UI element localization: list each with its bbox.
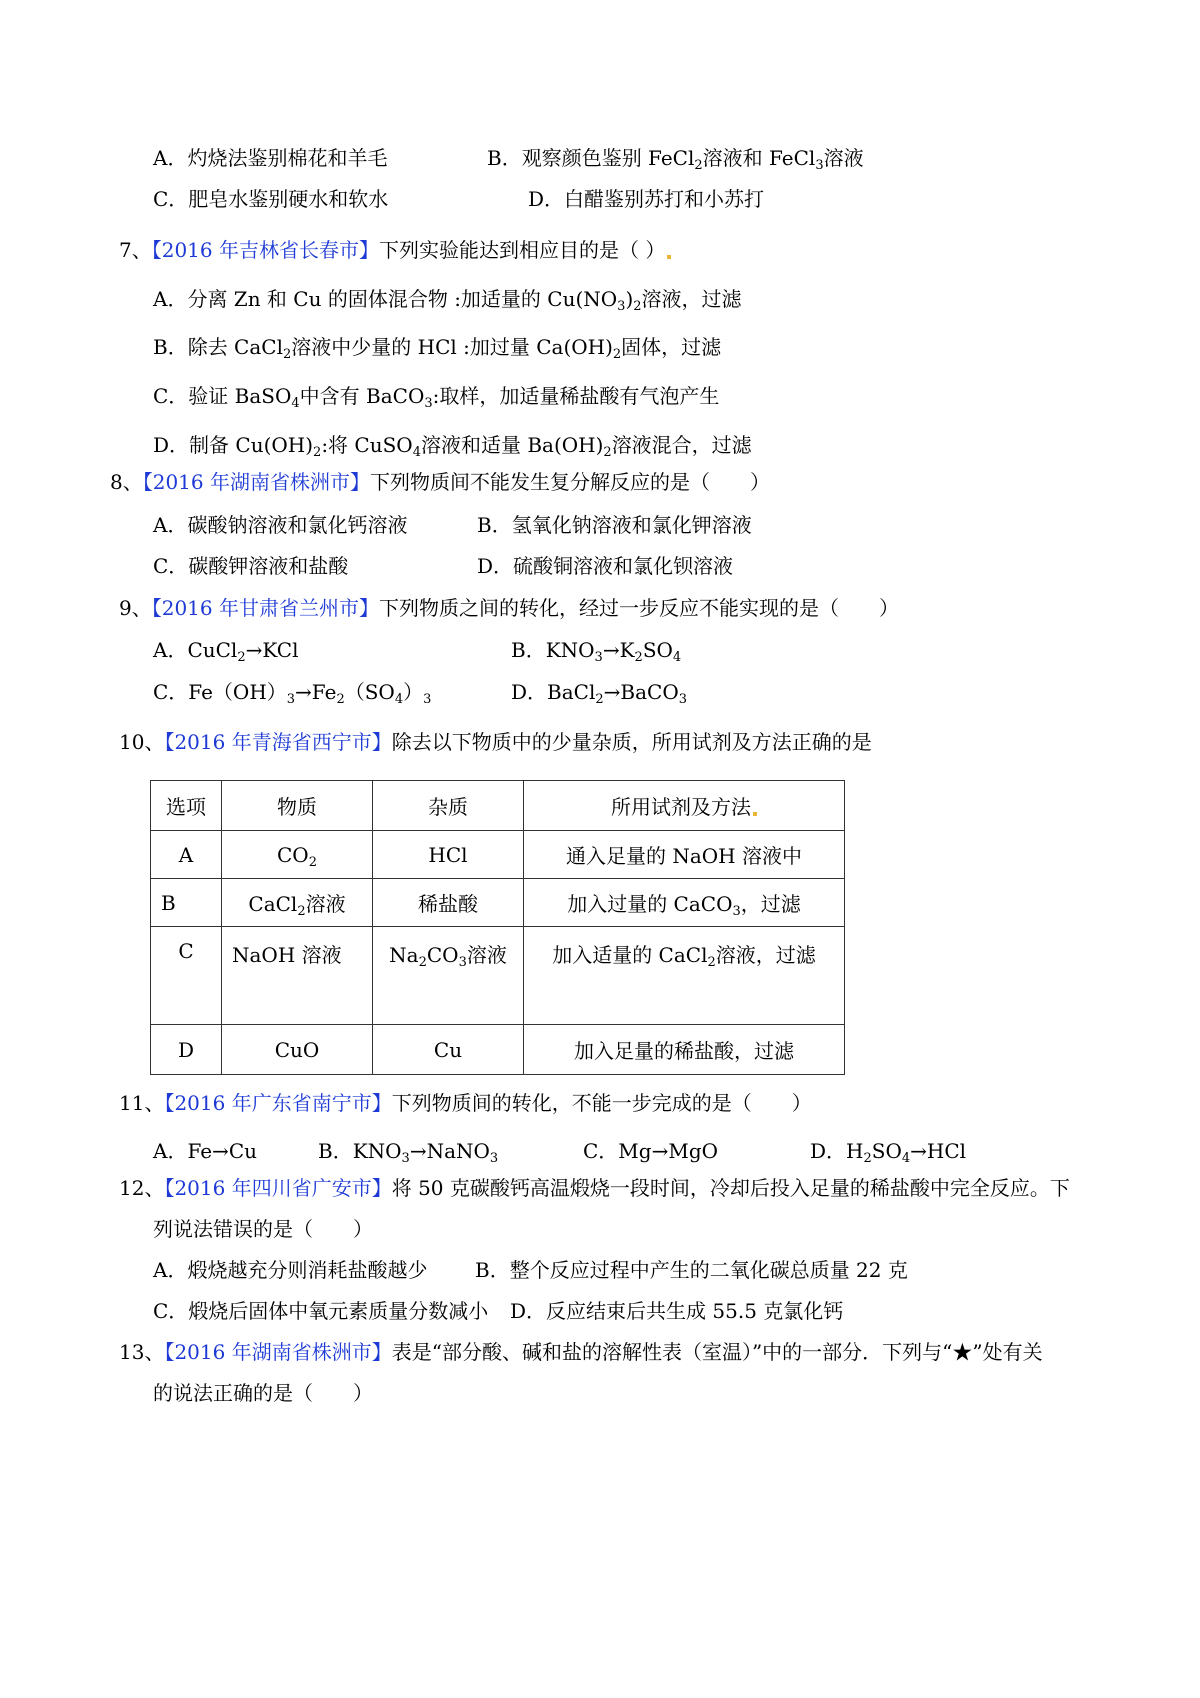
q12-option-d: D．反应结束后共生成 55.5 克氯化钙 bbox=[510, 1299, 844, 1323]
q9-stem: 9、【2016 年甘肃省兰州市】下列物质之间的转化，经过一步反应不能实现的是（ ） bbox=[119, 596, 899, 620]
table-cell: Cu bbox=[373, 1025, 524, 1075]
q6-option-c: C．肥皂水鉴别硬水和软水 bbox=[153, 187, 389, 211]
q9-option-d: D．BaCl$_2$→BaCO$_3$ bbox=[511, 680, 687, 707]
q7-option-b: B．除去 CaCl$_2$溶液中少量的 HCl :加过量 $Ca(OH)_2$固体，过滤 bbox=[153, 335, 722, 362]
q13-stem: 13、【2016 年湖南省株洲市】表是“部分酸、碱和盐的溶解性表（室温）”中的一部分．下列与“★”处有关 bbox=[119, 1340, 1043, 1364]
table-cell: D bbox=[151, 1025, 222, 1075]
table-cell: HCl bbox=[373, 831, 524, 879]
q8-stem: 8、【2016 年湖南省株洲市】下列物质间不能发生复分解反应的是（ ） bbox=[110, 470, 770, 494]
q9-option-a: A．CuCl$_2$→KCl bbox=[153, 638, 299, 665]
q11-source-tag: 【2016 年广东省南宁市】 bbox=[164, 1091, 392, 1115]
table-edit-marker bbox=[753, 812, 757, 816]
q10-stem: 10、【2016 年青海省西宁市】除去以下物质中的少量杂质，所用试剂及方法正确的是 bbox=[119, 730, 872, 754]
q11-option-c: C．Mg→MgO bbox=[583, 1139, 719, 1163]
q11-option-d: D．$H_2SO_4\to HCl$ bbox=[810, 1139, 967, 1166]
table-row bbox=[151, 879, 845, 927]
table-cell: 加入足量的稀盐酸，过滤 bbox=[524, 1025, 845, 1075]
table-cell: B bbox=[151, 879, 222, 927]
q12-source-tag: 【2016 年四川省广安市】 bbox=[164, 1176, 392, 1200]
q6-option-a: A．灼烧法鉴别棉花和羊毛 bbox=[153, 146, 388, 170]
table-row bbox=[151, 831, 845, 879]
q6-option-d: D．白醋鉴别苏打和小苏打 bbox=[528, 187, 765, 211]
q7-option-c: C．验证 BaSO$_4$中含有 BaCO$_3$:取样，加适量稀盐酸有气泡产生 bbox=[153, 384, 720, 411]
q8-source-tag: 【2016 年湖南省株洲市】 bbox=[142, 470, 370, 494]
q7-edit-marker bbox=[667, 255, 671, 259]
table-cell: 稀盐酸 bbox=[373, 879, 524, 927]
table-cell: $CO_2$ bbox=[222, 831, 373, 879]
table-header-cell: 选项 bbox=[151, 781, 222, 831]
table-header-row bbox=[151, 781, 845, 831]
table-cell: C bbox=[151, 927, 222, 1025]
q8-option-a: A．碳酸钠溶液和氯化钙溶液 bbox=[153, 513, 408, 537]
q9-option-c: C．$Fe(OH)_3\to Fe_2(SO_4)_3$ bbox=[153, 680, 432, 707]
table-cell: 通入足量的 NaOH 溶液中 bbox=[524, 831, 845, 879]
q13-source-tag: 【2016 年湖南省株洲市】 bbox=[164, 1340, 392, 1364]
q7-stem: 7、【2016 年吉林省长春市】下列实验能达到相应目的是（ ） bbox=[119, 236, 671, 264]
q8-option-d: D．硫酸铜溶液和氯化钡溶液 bbox=[477, 554, 734, 578]
q8-option-c: C．碳酸钾溶液和盐酸 bbox=[153, 554, 349, 578]
q9-source-tag: 【2016 年甘肃省兰州市】 bbox=[151, 596, 379, 620]
q13-stem-cont: 的说法正确的是（ ） bbox=[153, 1381, 373, 1405]
q12-option-c: C．煅烧后固体中氧元素质量分数减小 bbox=[153, 1299, 489, 1323]
q10-source-tag: 【2016 年青海省西宁市】 bbox=[164, 730, 392, 754]
table-cell: CuO bbox=[222, 1025, 373, 1075]
q12-option-b: B．整个反应过程中产生的二氧化碳总质量 22 克 bbox=[475, 1258, 908, 1282]
q11-option-b: B．$KNO_3\to NaNO_3$ bbox=[318, 1139, 499, 1166]
q7-option-d: D．制备 $Cu(OH)_2$:将 CuSO$_4$溶液和适量 $Ba(OH)_2$溶液混合，过滤 bbox=[153, 433, 752, 460]
q11-option-a: A．Fe→Cu bbox=[153, 1139, 258, 1163]
table-cell: A bbox=[151, 831, 222, 879]
q12-stem: 12、【2016 年四川省广安市】将 50 克碳酸钙高温煅烧一段时间，冷却后投入足量的稀盐酸中完全反应。下 bbox=[119, 1176, 1070, 1200]
table-row bbox=[151, 927, 845, 1025]
q9-option-b: B．$KNO_3\to K_2SO_4$ bbox=[511, 638, 682, 665]
q7-source-tag: 【2016 年吉林省长春市】 bbox=[151, 238, 379, 262]
q7-option-a: A．分离 Zn 和 Cu 的固体混合物 :加适量的 $Cu(NO_3)_2$溶液，过滤 bbox=[153, 287, 742, 314]
table-cell: CaCl$_2$溶液 bbox=[222, 879, 373, 927]
table-cell: 加入适量的 CaCl$_2$溶液，过滤 bbox=[524, 927, 845, 1025]
q12-option-a: A．煅烧越充分则消耗盐酸越少 bbox=[153, 1258, 428, 1282]
table-header-cell: 杂质 bbox=[373, 781, 524, 831]
q8-option-b: B．氢氧化钠溶液和氯化钾溶液 bbox=[477, 513, 752, 537]
table-cell: 加入过量的 CaCO$_3$，过滤 bbox=[524, 879, 845, 927]
q10-table bbox=[150, 780, 845, 1075]
table-header-cell: 物质 bbox=[222, 781, 373, 831]
table-row bbox=[151, 1025, 845, 1075]
q12-stem-cont: 列说法错误的是（ ） bbox=[153, 1217, 373, 1241]
table-cell: $Na_2CO_3$溶液 bbox=[373, 927, 524, 1025]
q11-stem: 11、【2016 年广东省南宁市】下列物质间的转化，不能一步完成的是（ ） bbox=[119, 1091, 812, 1115]
table-cell: NaOH 溶液 bbox=[222, 927, 373, 1025]
table-header-cell: 所用试剂及方法 bbox=[524, 781, 845, 831]
q6-option-b: B．观察颜色鉴别 FeCl$_2$溶液和 FeCl$_3$溶液 bbox=[487, 146, 864, 173]
